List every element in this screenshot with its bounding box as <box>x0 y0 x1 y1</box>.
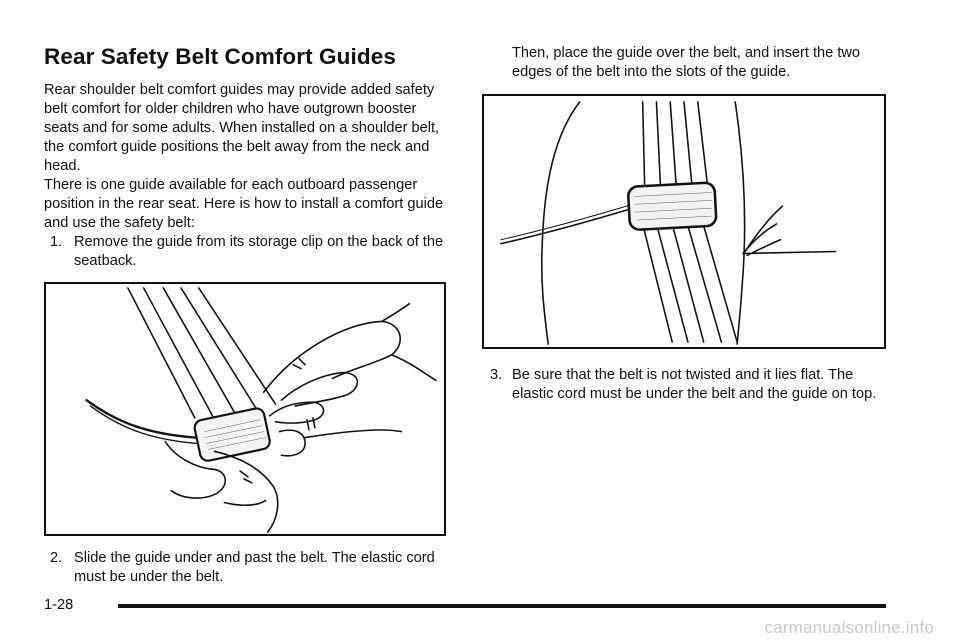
step-3 <box>482 366 886 404</box>
belt-guide-hands-illustration <box>46 284 444 534</box>
intro-paragraph-2: There is one guide available for each outboard passenger position in the rear seat. Here is how to install a comfort guide and use the safety belt: <box>44 177 444 231</box>
page-title: Rear Safety Belt Comfort Guides <box>44 44 396 69</box>
right-intro-paragraph: Then, place the guide over the belt, and insert the two edges of the belt into the slots of the guide. <box>512 45 861 80</box>
step-3-number: 3. <box>490 367 503 383</box>
step-3-text: Be sure that the belt is not twisted and it lies flat. The elastic cord must be under the belt and the guide on top. <box>512 367 877 402</box>
footer-rule <box>118 604 886 608</box>
step-1 <box>44 233 446 271</box>
intro-paragraph-1: Rear shoulder belt comfort guides may provide added safety belt comfort for older children who have outgrown booster seats and for some adults. When installed on a shoulder belt, the comfort guide positions the belt away from the neck and head. <box>44 82 440 174</box>
figure-slide-guide-under-belt <box>44 282 446 536</box>
step-1-text: Remove the guide from its storage clip on the back of the seatback. <box>74 234 444 269</box>
step-1-number: 1. <box>50 234 63 250</box>
page-number: 1-28 <box>44 597 74 613</box>
step-2-number: 2. <box>50 550 63 566</box>
step-2-text: Slide the guide under and past the belt. The elastic cord must be under the belt. <box>74 550 435 585</box>
figure-place-guide-over-belt <box>482 94 886 349</box>
guide-over-belt-illustration <box>484 96 884 347</box>
watermark-text: carmanualsonline.info <box>764 618 934 637</box>
step-2 <box>44 549 446 587</box>
